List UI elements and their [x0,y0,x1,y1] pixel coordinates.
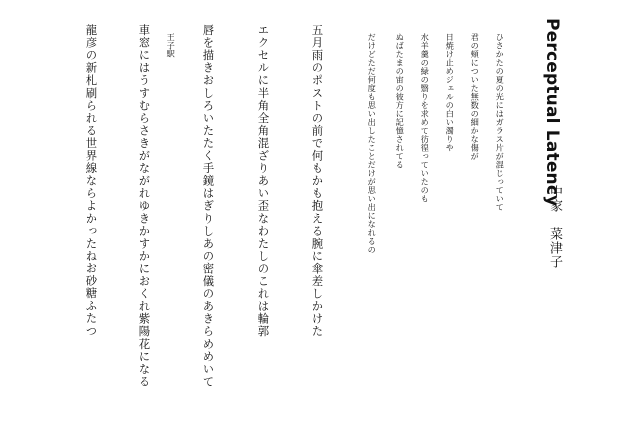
poem-line-6: だけどただ何度も思い出したことだけが思い出になれるの [367,33,378,254]
tanka-5-part-2: お砂糖ふたつ [84,262,99,338]
tanka-5-part-1: 龍彦の新札刷られる世界線ならよかったね [84,24,99,263]
poem-line-3: 日焼け止めジェルの白い濁りや [445,33,456,152]
section-heading: 王子駅 [166,33,177,58]
poem-line-4: 水羊羹の緑の翳りを求めて彷徨っていたのも [420,33,431,203]
poem-line-1: ひさかたの夏の光にはガラス片が混じっていて [495,33,506,212]
poem-line-5: ぬばたまの宙の彼方に記憶されてる [395,33,406,169]
tanka-1: 五月雨のポストの前で何もかも抱える腕に傘差しかけた [310,24,325,338]
tanka-3: 唇を描きおしろいたたく手鏡はぎりしあの密儀のあきらめめいて [201,24,216,388]
poem-line-2: 君の頰についた無数の細かな傷が [470,33,481,161]
tanka-2: エクセルに半角全角混ざりあい歪なわたしのこれは輪郭 [256,24,271,338]
poem-title: Perceptual Latency [542,18,562,207]
author-name: 中家 菜津子 [547,185,562,269]
tanka-4: 車窓にはうすむらさきがながれゆきかすかにおくれ紫陽花になる [137,24,152,388]
